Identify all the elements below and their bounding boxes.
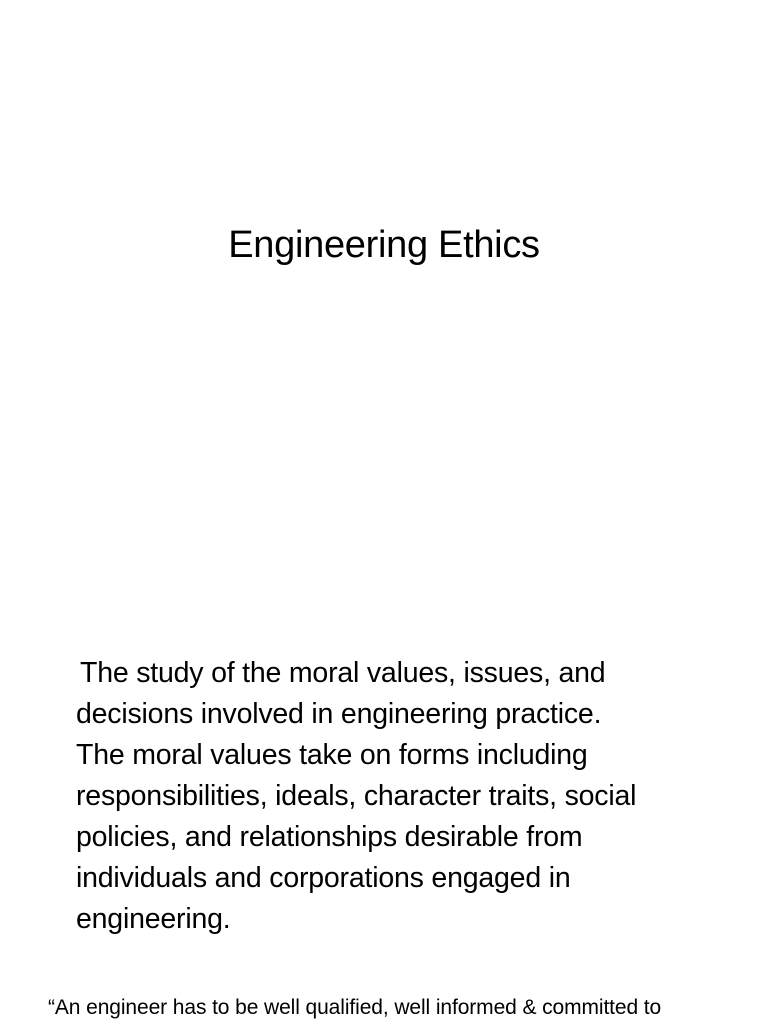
quote-text: “An engineer has to be well qualified, well informed & committed to xyxy=(48,996,662,1019)
body-line: engineering. xyxy=(76,903,231,935)
body-line: individuals and corporations engaged in xyxy=(76,862,571,894)
slide-title: Engineering Ethics xyxy=(228,224,540,266)
body-line: decisions involved in engineering practice. xyxy=(76,698,602,730)
body-line: The moral values take on forms including xyxy=(76,739,588,771)
body-line: responsibilities, ideals, character traits, social xyxy=(76,780,637,812)
body-line: policies, and relationships desirable from xyxy=(76,821,583,853)
body-line: The study of the moral values, issues, and xyxy=(80,657,606,689)
slide-body-text xyxy=(76,653,736,940)
